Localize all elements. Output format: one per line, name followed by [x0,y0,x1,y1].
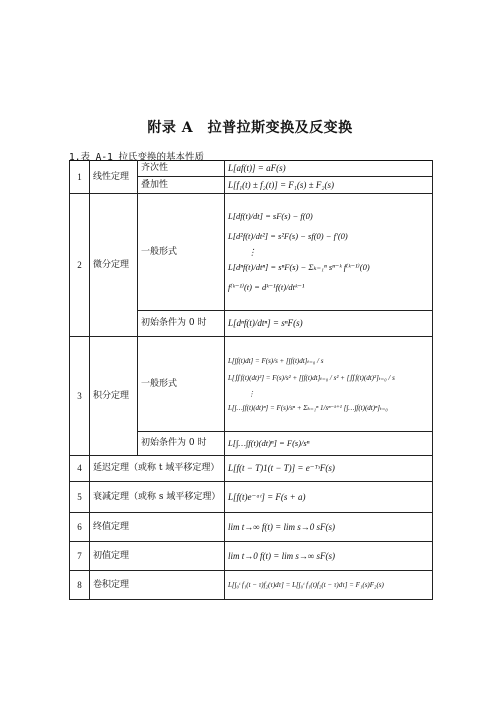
theorem-name: 卷积定理 [90,571,225,600]
theorem-name: 线性定理 [90,161,138,194]
table-row [70,337,433,432]
row-number: 5 [70,482,90,513]
formula: L[f(t)e⁻ᵃᵗ] = F(s + a) [225,482,433,513]
row-number: 2 [70,194,90,337]
table-caption: 1.表 A-1 拉氏变换的基本性质 [69,152,205,163]
table-row [70,482,433,513]
table-row [70,542,433,571]
laplace-properties-table [69,160,433,600]
sub-label: 叠加性 [138,177,225,194]
sub-label: 初始条件为 0 时 [138,311,225,337]
theorem-name: 积分定理 [90,337,138,456]
row-number: 7 [70,542,90,571]
formula-block [225,194,433,311]
formula-line: L[d²f(t)/dt²] = s²F(s) − sf(0) − f′(0) [228,230,348,241]
table-row [70,456,433,482]
formula-line: L[dⁿf(t)/dtⁿ] = sⁿF(s) − Σₖ₌₁ⁿ sⁿ⁻ᵏ f⁽ᵏ⁻¹⁾(0) [228,262,370,273]
theorem-name: 延迟定理（或称 t 域平移定理） [90,456,225,482]
sub-label: 初始条件为 0 时 [138,432,225,456]
page-title: 附录 A 拉普拉斯变换及反变换 [147,120,353,136]
formula-line: L[∬f(t)(dt)²] = F(s)/s² + [∫f(t)dt]ₜ₌₀ / s² + [∬f(t)(dt)²]ₜ₌₀ / s [228,374,395,383]
sub-label: 一般形式 [138,337,225,432]
row-number: 8 [70,571,90,600]
sub-label: 齐次性 [138,161,225,177]
formula: L[f₁(t) ± f₂(t)] = F₁(s) ± F₂(s) [225,177,433,194]
formula: L[af(t)] = aF(s) [225,161,433,177]
table-row [70,571,433,600]
row-number: 1 [70,161,90,194]
table-row [70,513,433,542]
row-number: 3 [70,337,90,456]
formula: lim t→0 f(t) = lim s→∞ sF(s) [225,542,433,571]
formula-line: L[df(t)/dt] = sF(s) − f(0) [228,211,313,222]
table-row [70,161,433,177]
formula: L[∫…∫f(t)(dt)ⁿ] = F(s)/sⁿ [225,432,433,456]
row-number: 4 [70,456,90,482]
theorem-name: 衰减定理（或称 s 域平移定理） [90,482,225,513]
formula: L[f(t − T)1(t − T)] = e⁻ᵀˢF(s) [225,456,433,482]
theorem-name: 终值定理 [90,513,225,542]
formula-line: L[∫…∫f(t)(dt)ⁿ] = F(s)/sⁿ + Σₖ₌₁ⁿ 1/sⁿ⁻ᵏ⁺¹ [∫…∫f(t)(dt)ⁿ]ₜ₌₀ [228,403,388,412]
table-row [70,194,433,311]
formula-block [225,337,433,432]
theorem-name: 初值定理 [90,542,225,571]
formula: lim t→∞ f(t) = lim s→0 sF(s) [225,513,433,542]
row-number: 6 [70,513,90,542]
formula-line: ⋮ [248,389,255,398]
formula: L[dⁿf(t)/dtⁿ] = sⁿF(s) [225,311,433,337]
formula-line: ⋮ [248,246,257,257]
sub-label: 一般形式 [138,194,225,311]
theorem-name: 微分定理 [90,194,138,337]
formula-line: f⁽ᵏ⁻¹⁾(t) = dᵏ⁻¹f(t)/dtᵏ⁻¹ [228,282,305,293]
formula-line: L[∫f(t)dt] = F(s)/s + [∫f(t)dt]ₜ₌₀ / s [228,357,324,366]
formula: L[∫₀ᵗ f₁(t − τ)f₂(τ)dτ] = L[∫₀ᵗ f₁(t)f₂(t − τ)dτ] = F₁(s)F₂(s) [225,571,433,600]
